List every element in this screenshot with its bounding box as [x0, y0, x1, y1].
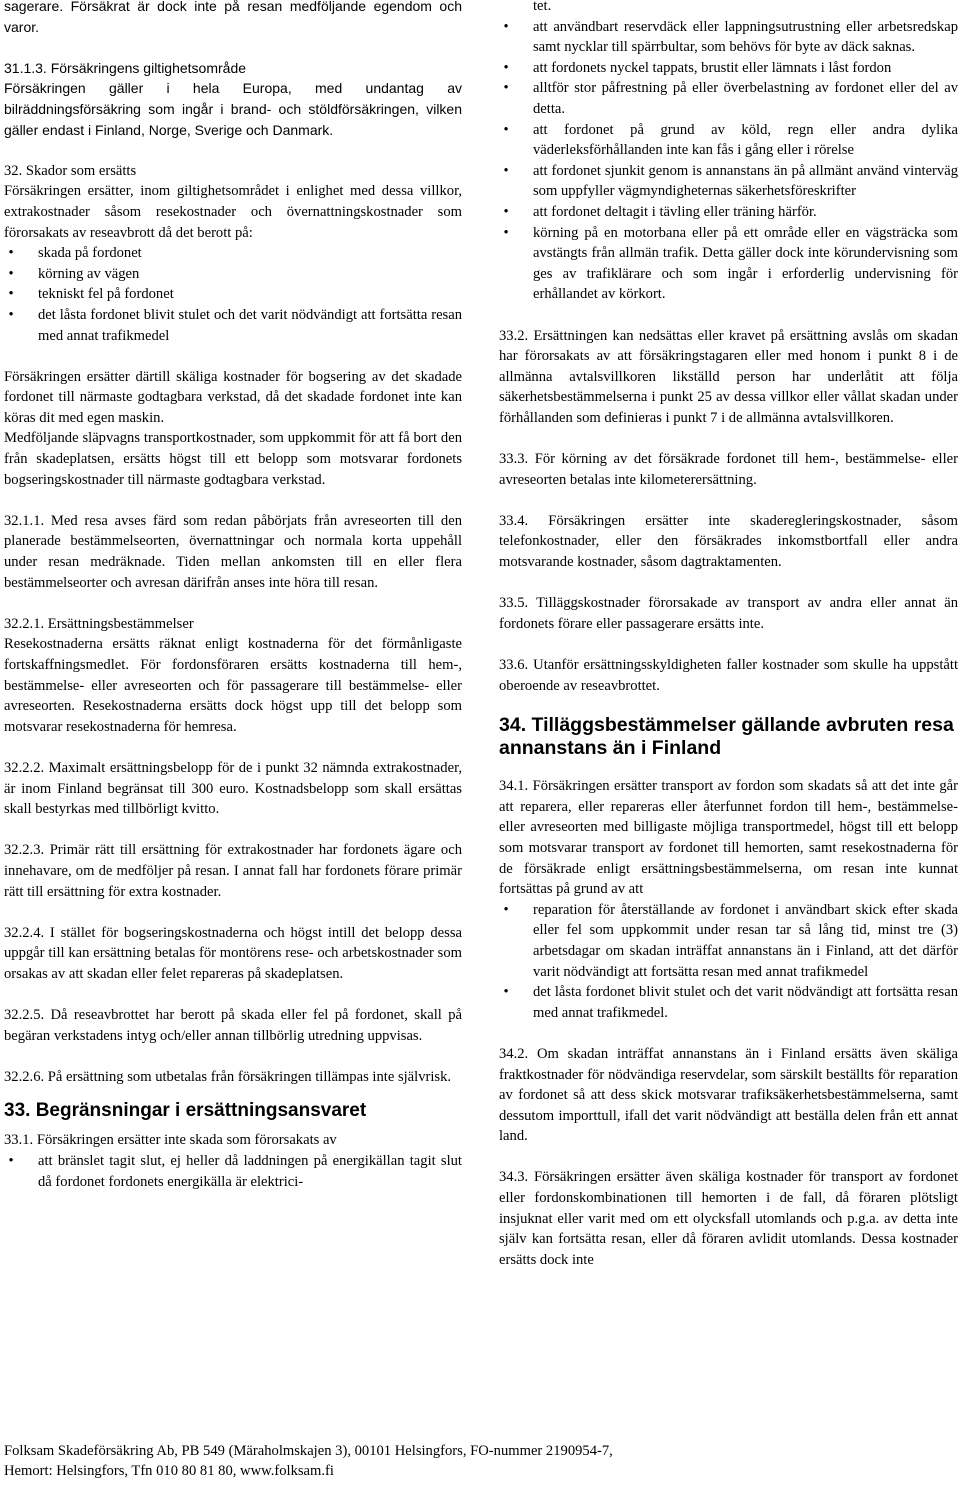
bullet-icon: • — [503, 162, 509, 179]
section-33-1-list-cont — [499, 0, 958, 305]
section-32-paragraph-2: Försäkringen ersätter därtill skäliga kostnader för bogsering av det skadade fordonet till närmaste godtagbara verkstad, då det skadade fordonet inte kan köras dit med egen maskin. — [4, 368, 462, 426]
bullet-icon: • — [503, 901, 509, 918]
section-31-1-3-title: 31.1.3. Försäkringens giltighetsområde — [4, 59, 247, 76]
list-item: • körning av vägen — [4, 264, 462, 285]
footer-line-1: Folksam Skadeförsäkring Ab, PB 549 (Märaholmskajen 3), 00101 Helsingfors, FO-nummer 2190954-7, — [4, 1443, 613, 1459]
section-31-1-3 — [4, 58, 462, 140]
section-32-2-1 — [4, 614, 462, 738]
section-31-1-3-body: Försäkringen gäller i hela Europa, med undantag av bilräddningsförsäkring som ingår i brand- och stöldförsäkringen, vilken gäller endast i Finland, Norge, Sverige och Danmark. — [4, 80, 462, 138]
section-34-1: 34.1. Försäkringen ersätter transport av fordon som skadats så att det inte går att reparera, eller repareras eller återfunnet fordon till hem-, bestämmelse- eller avreseorten med billigaste möjliga transportmedel, högst till ett belopp som motsvarar transport av fordonet till hemorten, samt resekostnaderna för de försäkrade enligt ersättningsbestämmelserna, om resan inte kunnat fortsättas på grund av att — [499, 778, 958, 898]
section-32-title: 32. Skador som ersätts — [4, 162, 137, 179]
section-34-1-list — [499, 900, 958, 1024]
bullet-icon: • — [503, 121, 509, 138]
section-33-1-list-start — [4, 1151, 462, 1192]
section-33-5: 33.5. Tilläggskostnader förorsakade av transport av andra eller annat än fordonets förare eller passagerare ersätts inte. — [499, 595, 958, 632]
left-column — [4, 0, 462, 1192]
list-item-continuation: tet. — [533, 0, 552, 14]
section-32-body: Försäkringen ersätter, inom giltighetsområdet i enlighet med dessa villkor, extrakostnader såsom resekostnader och övernattningskostnader som förorsakats av reseavbrott då det berott på: — [4, 183, 462, 241]
list-item: • att fordonet deltagit i tävling eller träning härför. — [499, 202, 958, 223]
section-32-1-1: 32.1.1. Med resa avses färd som redan påbörjats från avreseorten till den planerade bestämmelseorten, övernattningar och normala korta uppehåll under resan medräknade. Tiden mellan ankomsten till en eller flera bestämmelseorter och avresan därifrån anses inte höra till resan. — [4, 512, 462, 591]
list-item: • det låsta fordonet blivit stulet och det varit nödvändigt att fortsätta resan med annat trafikmedel — [4, 305, 462, 346]
section-34-3: 34.3. Försäkringen ersätter även skäliga kostnader för transport av fordonet eller fordonskombinationen till hemorten i de fall, då föraren plötsligt insjuknat eller varit med om ett olycksfall utomlands och p.g.a. av detta inte själv kan fortsätta resan, eller då föraren avlidit utomlands. Dessa kostnader ersätts dock inte — [499, 1169, 958, 1268]
bullet-icon: • — [8, 1153, 14, 1170]
section-32-2-3: 32.2.3. Primär rätt till ersättning för extrakostnader har fordonets ägare och innehavare, om de medföljer på resan. I annat fall har fordonets förare primär rätt till ersättning för extra kostnader. — [4, 842, 462, 900]
list-item: • reparation för återställande av fordonet i användbart skick efter skada eller fel som uppkommit under resan tar så lång tid, minst tre (3) arbetsdagar om skadan inträffat annanstans än i Finland, att det därför varit nödvändigt att fortsätta resan med annat trafikmedel — [499, 900, 958, 982]
bullet-icon: • — [503, 224, 509, 241]
section-32-list — [4, 243, 462, 346]
bullet-icon: • — [8, 265, 14, 282]
bullet-icon: • — [8, 245, 14, 262]
section-33-1: 33.1. Försäkringen ersätter inte skada som förorsakats av — [4, 1132, 337, 1149]
section-32-2-2: 32.2.2. Maximalt ersättningsbelopp för de i punkt 32 nämnda extrakostnader, är inom Finland begränsat till 300 euro. Kostnadsbelopp som skall ersättas skall bestyrkas med tillbörligt kvitto. — [4, 759, 462, 818]
list-item: • att fordonet sjunkit genom is annanstans än på allmänt använd vinterväg som uppfyller vägmyndigheternas säkerhetsföreskrifter — [499, 161, 958, 202]
bullet-icon: • — [503, 80, 509, 97]
heading-34: 34. Tilläggsbestämmelser gällande avbruten resa annanstans än i Finland — [499, 714, 954, 760]
heading-33: 33. Begränsningar i ersättningsansvaret — [4, 1100, 367, 1122]
section-32-2-5: 32.2.5. Då reseavbrottet har berott på skada eller fel på fordonet, skall på begäran verkstadens intyg och/eller annan tillbörlig utredning uppvisas. — [4, 1007, 462, 1044]
list-item: • körning på en motorbana eller på ett område eller en vägsträcka som avstängts från allmän trafik. Detta gäller dock inte körundervisning som ges av trafiklärare och som ingår i erforderlig undervisning för erhållandet av körkort. — [499, 223, 958, 305]
footer-line-2: Hemort: Helsingfors, Tfn 010 80 81 80, www.folksam.fi — [4, 1463, 334, 1480]
paragraph-intro: sagerare. Försäkrat är dock inte på resan medföljande egendom och varor. — [4, 0, 462, 35]
list-item: • tekniskt fel på fordonet — [4, 284, 462, 305]
footer — [4, 1441, 944, 1482]
list-item: • att fordonets nyckel tappats, brustit eller lämnats i låst fordon — [499, 58, 958, 79]
section-32-2-6: 32.2.6. På ersättning som utbetalas från försäkringen tillämpas inte självrisk. — [4, 1068, 452, 1085]
list-item: • att användbart reservdäck eller lappningsutrustning eller arbetsredskap samt nycklar till spärrbultar, som behövs för byte av däck saknas. — [499, 17, 958, 58]
list-item: • skada på fordonet — [4, 243, 462, 264]
bullet-icon: • — [503, 59, 509, 76]
list-item: • det låsta fordonet blivit stulet och det varit nödvändigt att fortsätta resan med annat trafikmedel. — [499, 982, 958, 1023]
section-32-2-1-title: 32.2.1. Ersättningsbestämmelser — [4, 615, 194, 632]
section-33-6: 33.6. Utanför ersättningsskyldigheten faller kostnader som skulle ha uppstått oberoende av reseavbrottet. — [499, 657, 958, 694]
section-33-3: 33.3. För körning av det försäkrade fordonet till hem-, bestämmelse- eller avreseorten betalas inte kilometerersättning. — [499, 451, 958, 488]
bullet-icon: • — [503, 984, 509, 1001]
list-item: • att fordonet på grund av köld, regn eller andra dylika väderleksförhållanden inte kan fås i gång eller i rörelse — [499, 120, 958, 161]
right-column — [499, 0, 958, 1270]
bullet-icon: • — [503, 18, 509, 35]
list-item: • att bränslet tagit slut, ej heller då laddningen på energikällan tagit slut då fordonet fordonets energikälla är elektrici- — [4, 1151, 462, 1192]
bullet-icon: • — [8, 286, 14, 303]
bullet-icon: • — [8, 306, 14, 323]
section-34-2: 34.2. Om skadan inträffat annanstans än i Finland ersätts även skäliga fraktkostnader för nödvändiga reservdelar, som särskilt beställts för reparation av fordonet så att dess skick motsvarar trafiksäkerhetsbestämmelserna, samt dessutom importtull, ifall det varit nödvändigt att beställa delen från ett annat land. — [499, 1045, 958, 1145]
section-32 — [4, 161, 462, 346]
section-32-2-1-body: Resekostnaderna ersätts räknat enligt kostnaderna för det förmånligaste fortskaffningsmedlet. För fordonsföraren ersätts kostnaderna till hem-, bestämmelse- eller avreseorten och för passagerare till bestämmelse- eller avreseorten. Resekostnaderna ersätts dock högst upp till det belopp som motsvarar resekostnaderna för hemresa. — [4, 636, 462, 735]
list-item: • alltför stor påfrestning på eller överbelastning av fordonet eller del av detta. — [499, 78, 958, 119]
section-32-2-4: 32.2.4. I stället för bogseringskostnaderna och högst intill det belopp dessa uppgår till kan ersättning betalas för montörens rese- och arbetskostnader som orsakas av att skadan eller felet repareras på skadeplatsen. — [4, 924, 462, 982]
section-33-2: 33.2. Ersättningen kan nedsättas eller kravet på ersättning avslås om skadan har förorsakats av att försäkringstagaren eller med honom i punkt 8 i de allmänna avtalsvillkoren likställd person har underlåtit att följa säkerhetsbestämmelserna i punkt 25 av dessa villkor eller vållat skadan under förhållanden som definieras i punkt 7 i de allmänna avtalsvillkoren. — [499, 327, 958, 426]
section-32-paragraph-3: Medföljande släpvagns transportkostnader, som uppkommit för att få bort den från skadeplatsen, ersätts högst till ett belopp som motsvarar fordonets bogseringskostnader till närmaste godtagbara verkstad. — [4, 430, 462, 488]
bullet-icon: • — [503, 203, 509, 220]
section-33-4: 33.4. Försäkringen ersätter inte skaderegleringskostnader, såsom telefonkostnader, eller den försäkrades inkomstbortfall eller andra motsvarande kostnader, såsom dagtraktamenten. — [499, 512, 958, 571]
